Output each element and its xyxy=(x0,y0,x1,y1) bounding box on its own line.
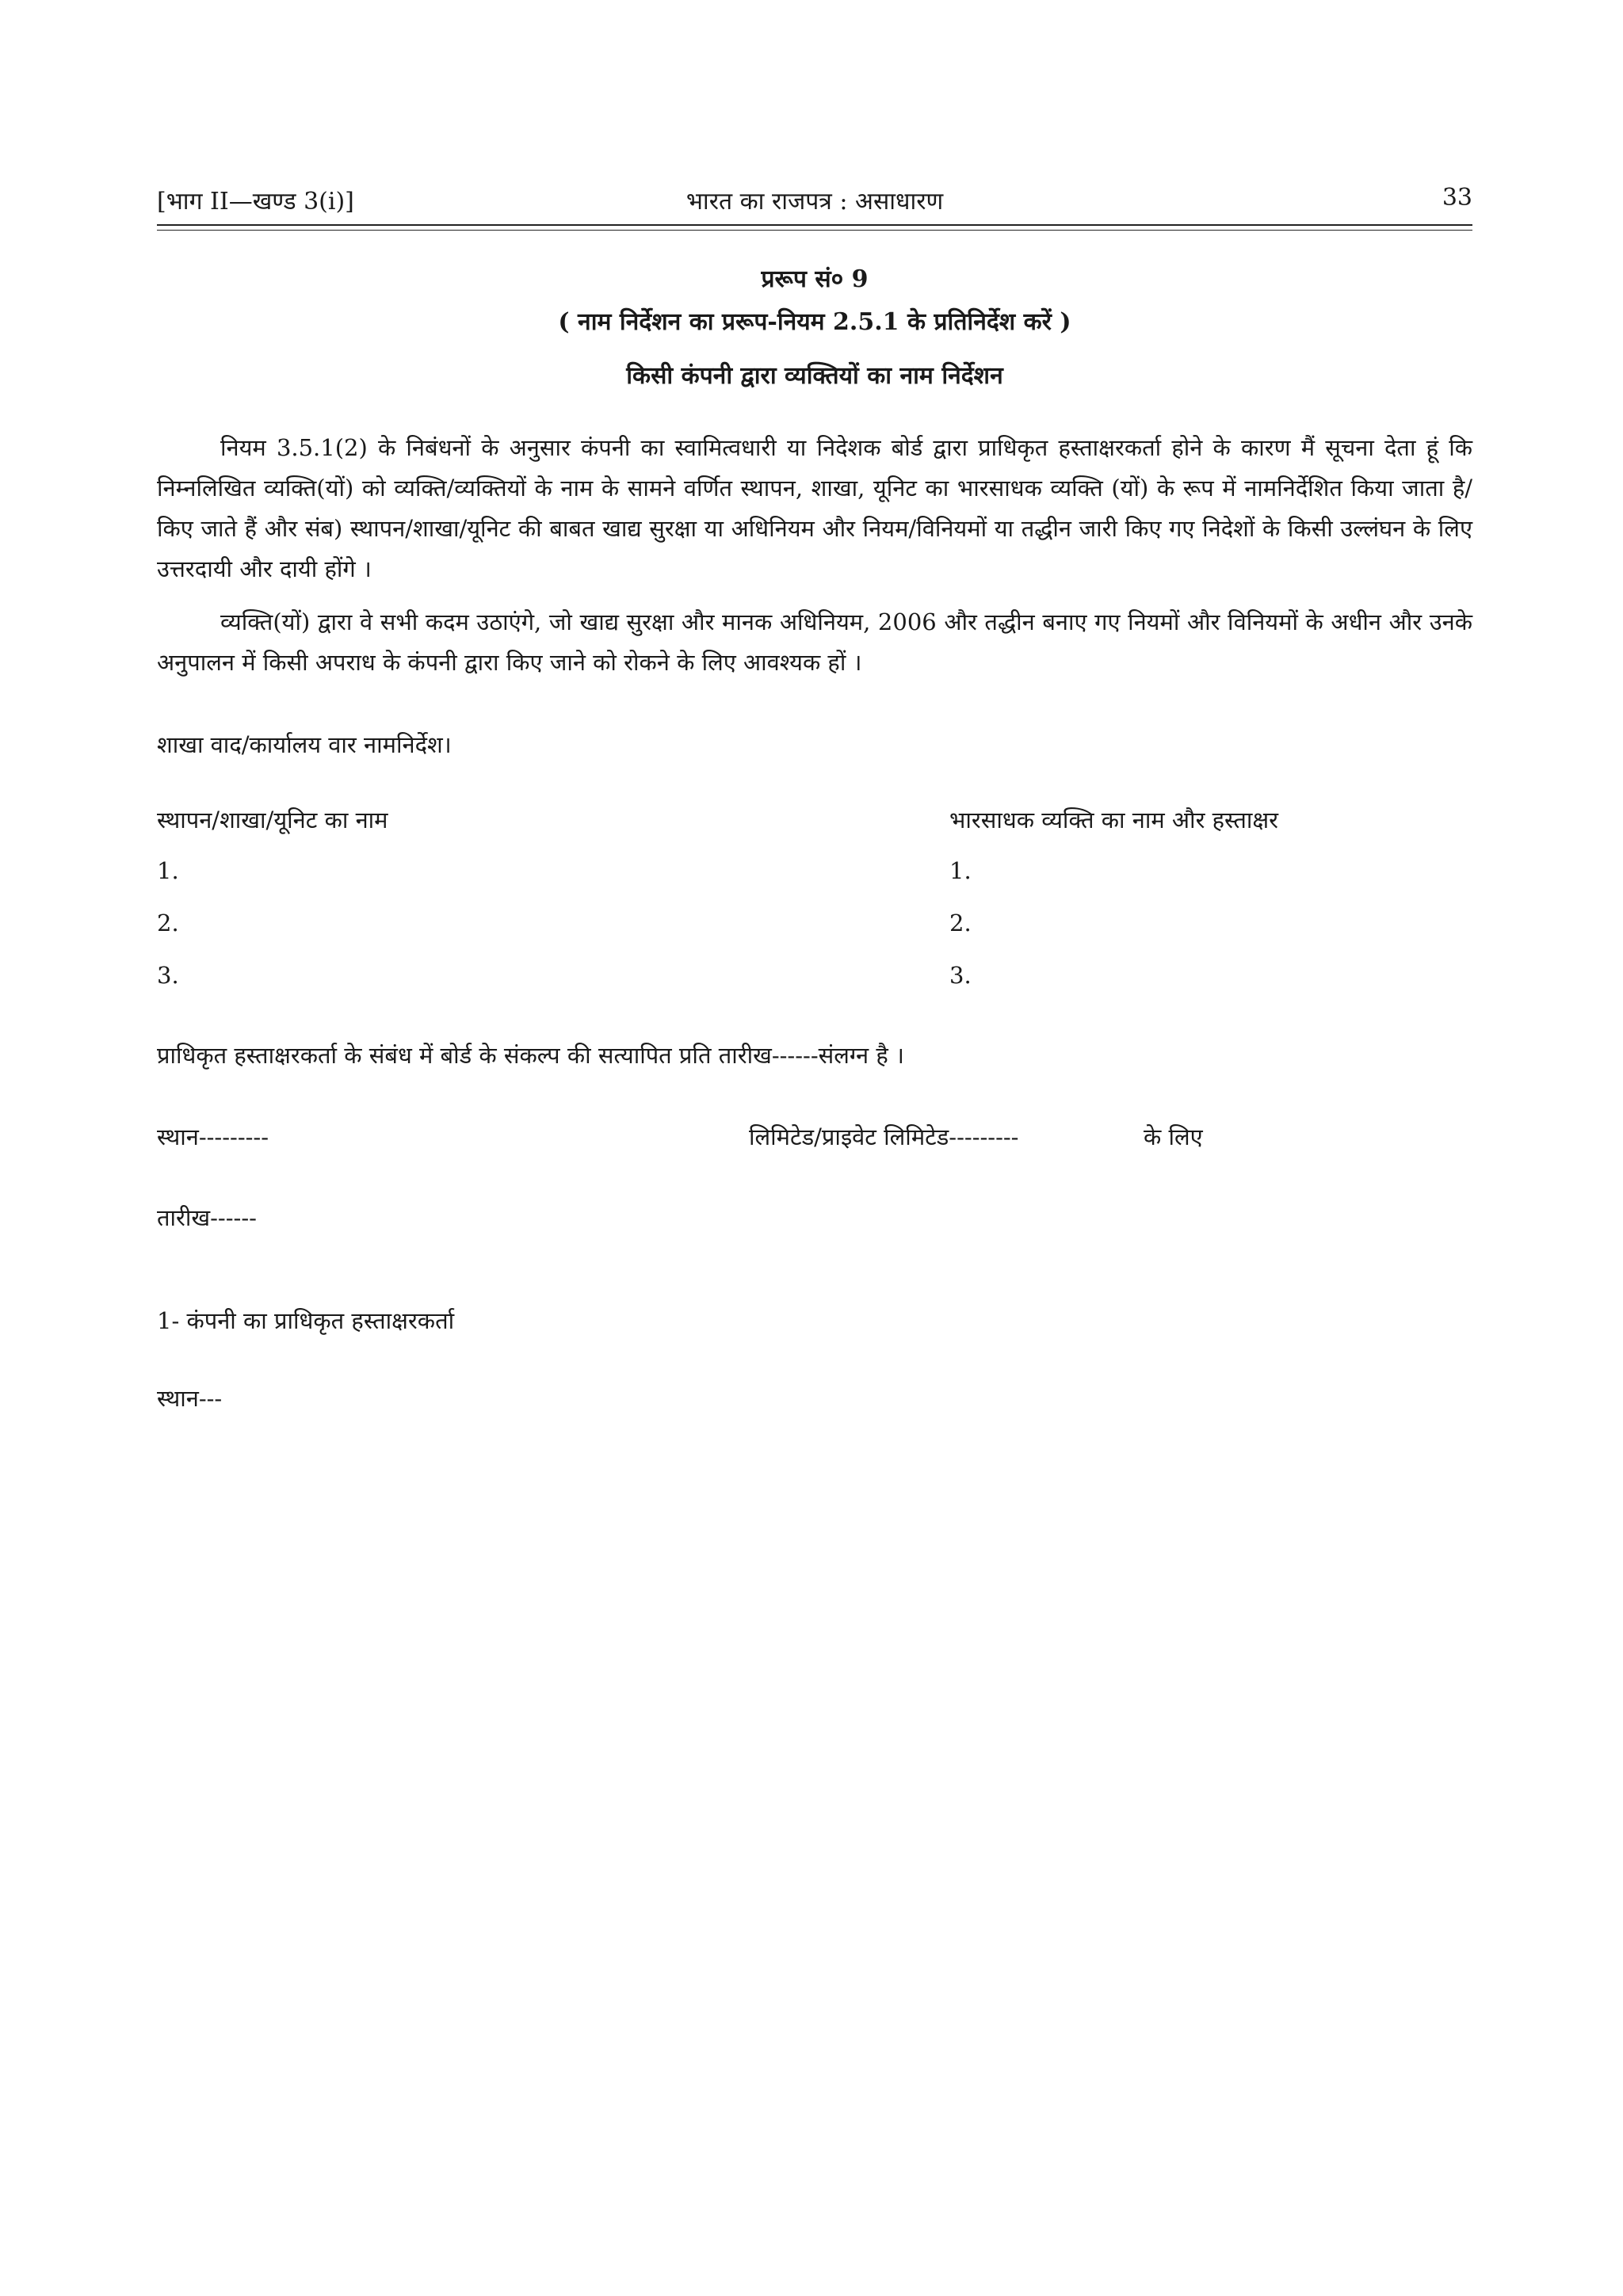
paragraph-1: नियम 3.5.1(2) के निबंधनों के अनुसार कंपनी का स्वामित्वधारी या निदेशक बोर्ड द्वारा प्राधिकृत हस्ताक्षरकर्ता होने के कारण मैं सूचना देता हूं कि निम्नलिखित व्यक्ति(यों) को व्यक्ति/व्यक्तियों के नाम के सामने वर्णित स्थापन, शाखा, यूनिट का भारसाधक व्यक्ति (यों) के रूप में नामनिर्देशित किया जाता है/ किए जाते हैं और संब) स्थापन/शाखा/यूनिट की बाबत खाद्य सुरक्षा या अधिनियम और नियम/विनियमों या तद्धीन जारी किए गए निदेशों के किसी उल्लंघन के लिए उत्तरदायी और दायी होंगे । xyxy=(157,434,1472,582)
table-row-col1: 3. xyxy=(157,962,179,989)
form-title: प्ररूप सं० 9 xyxy=(761,265,869,293)
company-line: लिमिटेड/प्राइवेट लिमिटेड--------- xyxy=(749,1123,1019,1150)
form-heading: किसी कंपनी द्वारा व्यक्तियों का नाम निर्देशन xyxy=(626,362,1003,390)
table-col2-header: भारसाधक व्यक्ति का नाम और हस्ताक्षर xyxy=(949,807,1279,833)
place-line-2: स्थान--- xyxy=(157,1385,223,1412)
form-subtitle: ( नाम निर्देशन का प्ररूप-नियम 2.5.1 के प्रतिनिर्देश करें ) xyxy=(558,308,1071,336)
table-col1-header: स्थापन/शाखा/यूनिट का नाम xyxy=(157,807,388,833)
table-row-col2: 2. xyxy=(949,910,972,936)
page-header xyxy=(157,184,1472,223)
header-gazette-title: भारत का राजपत्र : असाधारण xyxy=(685,188,944,215)
for-label: के लिए xyxy=(1144,1123,1203,1150)
place-line: स्थान--------- xyxy=(157,1123,269,1150)
resolution-line: प्राधिकृत हस्ताक्षरकर्ता के संबंध में बोर्ड के संकल्प की सत्यापित प्रति तारीख------संलग्न है । xyxy=(157,1042,904,1069)
header-part-section: [भाग II—खण्ड 3(i)] xyxy=(157,188,354,215)
paragraph-2: व्यक्ति(यों) द्वारा वे सभी कदम उठाएंगे, जो खाद्य सुरक्षा और मानक अधिनियम, 2006 और तद्धीन बनाए गए नियमों और विनियमों के अधीन और उनके अनुपालन में किसी अपराध के कंपनी द्वारा किए जाने को रोकने के लिए आवश्यक हों । xyxy=(157,608,1472,676)
table-row-col2: 3. xyxy=(949,962,972,989)
branch-note: शाखा वाद/कार्यालय वार नामनिर्देश। xyxy=(157,731,452,758)
table-row-col2: 1. xyxy=(949,857,972,884)
header-rule-thin xyxy=(157,230,1472,231)
header-rule-thick xyxy=(157,224,1472,226)
signatory-line: 1- कंपनी का प्राधिकृत हस्ताक्षरकर्ता xyxy=(157,1307,455,1334)
table-row-col1: 2. xyxy=(157,910,179,936)
header-page-number: 33 xyxy=(1442,184,1472,212)
date-line: तारीख------ xyxy=(157,1204,257,1231)
table-row-col1: 1. xyxy=(157,857,179,884)
